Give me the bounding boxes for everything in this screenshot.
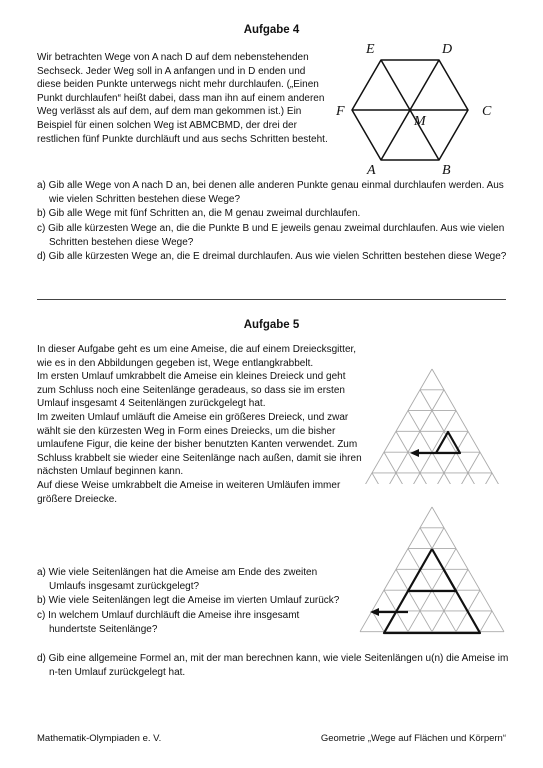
- ant-arrow-1: [410, 449, 436, 457]
- grid-line: [480, 611, 492, 632]
- vertex-label-E: E: [366, 42, 375, 57]
- vertex-label-F: F: [336, 104, 345, 119]
- vertex-label-M: M: [414, 114, 426, 129]
- triangle-grid-figure-2: [352, 494, 512, 642]
- task4-questions: [37, 179, 512, 264]
- ant-path-round-1: [436, 432, 460, 453]
- grid-line: [432, 369, 504, 484]
- task4-question-a: a) Gib alle Wege von A nach D an, bei denen alle anderen Punkte genau einmal durchlaufen werden. Aus wie vielen Schritten bestehen diese Wege?: [37, 180, 504, 206]
- grid-line: [360, 369, 432, 484]
- task4-intro: Wir betrachten Wege von A nach D auf dem nebenstehenden Sechseck. Jeder Weg soll in A anfangen und in D enden und diese beiden Punkte unterwegs nicht mehr durchlaufen. („Einen Punkt durchlaufen“ heißt dabei, dass man ihn auf einem anderen Weg verlässt als auf dem, auf dem man gekommen ist.) Ein Beispiel für einen solchen Weg ist ABMCBMD, der drei der restlichen fünf Punkte durchläuft und aus sechs Schritten besteht.: [37, 52, 328, 145]
- grid-line: [384, 452, 408, 484]
- triangle-grid-figure-1: [352, 362, 512, 484]
- task5-question-c: c) In welchem Umlauf durchläuft die Ameise ihre insgesamt hundertste Seitenlänge?: [37, 609, 300, 635]
- task5-questions: [37, 566, 347, 637]
- section-divider: [37, 299, 506, 300]
- task5-question-d: d) Gib eine allgemeine Formel an, mit der man berechnen kann, wie viele Seitenlängen u(n) die Ameise im n-ten Umlauf zurückgelegt hat.: [37, 653, 509, 679]
- task5-title: Aufgabe 5: [243, 319, 300, 331]
- task5-question-b: b) Wie viele Seitenlängen legt die Ameise im vierten Umlauf zurück?: [37, 595, 340, 607]
- task4-title: Aufgabe 4: [243, 24, 300, 36]
- task5-intro: In dieser Aufgabe geht es um eine Ameise, die auf einem Dreiecksgitter, wie es in den Abbildungen gegeben ist, Wege entlangkrabbelt. Im ersten Umlauf umkrabbelt die Ameise ein kleines Dreieck und geht zum Schluss noch eine Seitenlänge geradeaus, so dass sie im ersten Umlauf insgesamt 4 Seitenlängen zurückgelegt hat. Im zweiten Umlauf umläuft die Ameise ein größeres Dreieck, und zwar wählt sie den kürzesten Weg in Form eines Dreiecks, um die bisher umlaufene Figur, die keine der bisher benutzten Kanten verwendet. Zum Schluss krabbelt sie wieder eine Seitenlänge nach außen, damit sie ihren nächsten Umlauf beginnen kann. Auf diese Weise umkrabbelt die Ameise in weiteren Umläufen immer größere Dreiecke.: [37, 344, 362, 505]
- grid-line: [480, 473, 492, 484]
- grid-line: [396, 431, 432, 484]
- vertex-label-B: B: [442, 163, 451, 178]
- grid-line: [372, 473, 384, 484]
- task4-question-d: d) Gib alle kürzesten Wege an, die E dreimal durchlaufen. Aus wie vielen Schritten bestehen diese Wege?: [37, 251, 507, 263]
- task4-question-c: c) Gib alle kürzesten Wege an, die die Punkte B und E jeweils genau zweimal durchlaufen. Aus wie vielen Schritten bestehen diese Wege?: [37, 222, 505, 248]
- vertex-label-A: A: [367, 163, 376, 178]
- hexagon-figure: [330, 38, 510, 178]
- vertex-label-C: C: [482, 104, 492, 119]
- ant-path-round-2-inner: [408, 549, 456, 591]
- grid-line: [456, 452, 480, 484]
- task5-question-d-list: [37, 652, 512, 680]
- task4-question-b: b) Gib alle Wege mit fünf Schritten an, die M genau zweimal durchlaufen.: [37, 208, 361, 220]
- footer-right: Geometrie „Wege auf Flächen und Körpern“: [320, 733, 506, 744]
- vertex-label-D: D: [442, 42, 453, 57]
- footer-left: Mathematik-Olympiaden e. V.: [37, 733, 162, 744]
- ant-arrow-2: [370, 608, 408, 616]
- grid-line: [432, 431, 468, 484]
- task5-question-a: a) Wie viele Seitenlängen hat die Ameise am Ende des zweiten Umlaufs insgesamt zurückgelegt?: [37, 567, 318, 593]
